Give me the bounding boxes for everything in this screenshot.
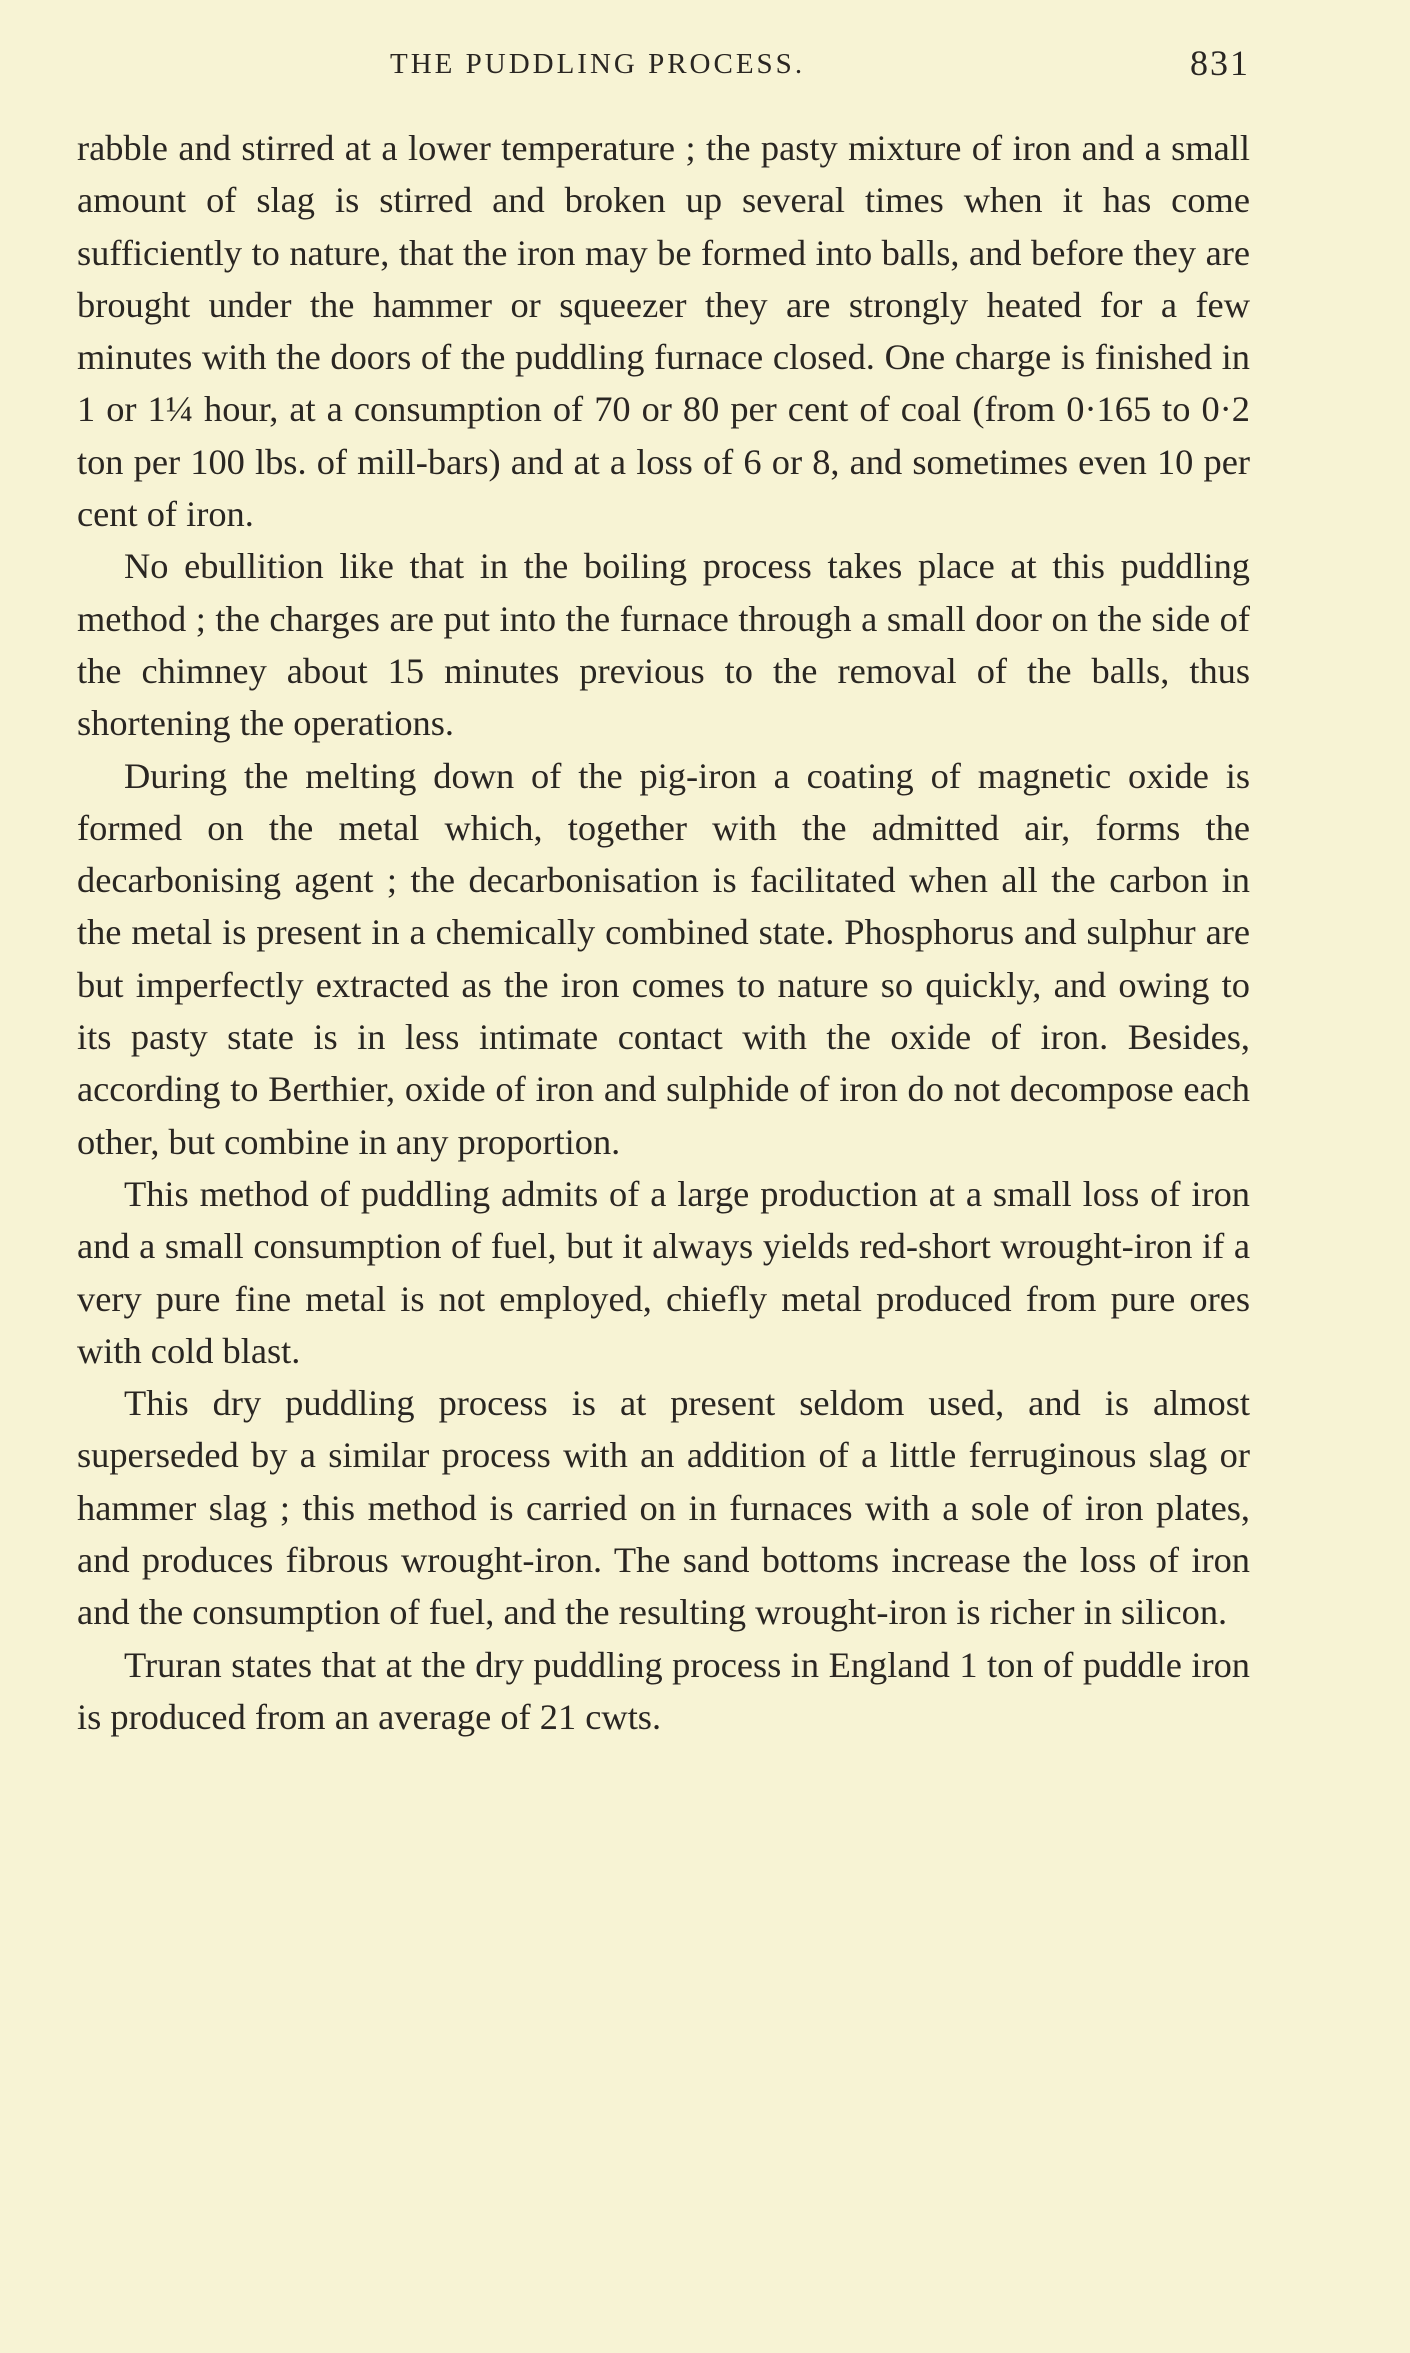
paragraph-2: No ebullition like that in the boiling process takes place at this puddling method ; the charges are put into the furnace through a small door on the side of the chimney about 15 minutes previous to the removal of the balls, thus shortening the operations. (77, 546, 1250, 744)
paragraph-6: Truran states that at the dry puddling process in England 1 ton of puddle iron is produced from an average of 21 cwts. (77, 1644, 1250, 1737)
paragraph-3: During the melting down of the pig-iron a coating of magnetic oxide is formed on the metal which, together with the admitted air, forms the decarbonising agent ; the decarbonisation is facilitated when all the carbon in the metal is present in a chemically combined state. Phosphorus and sulphur are but imperfectly extracted as the iron comes to nature so quickly, and owing to its pasty state is in less intimate contact with the oxide of iron. Besides, according to Berthier, oxide of iron and sulphide of iron do not decompose each other, but combine in any proportion. (77, 755, 1250, 1162)
running-head (77, 44, 1250, 84)
page-number: 831 (1190, 43, 1250, 83)
body-text (77, 122, 1250, 1743)
paragraph-1: rabble and stirred at a lower temperature ; the pasty mixture of iron and a small amount of slag is stirred and broken up several times when it has come sufficiently to nature, that the iron may be formed into balls, and before they are brought under the hammer or squeezer they are strongly heated for a few minutes with the doors of the puddling furnace closed. One charge is finished in 1 or 1¼ hour, at a consumption of 70 or 80 per cent of coal (from 0·165 to 0·2 ton per 100 lbs. of mill-bars) and at a loss of 6 or 8, and sometimes even 10 per cent of iron. (77, 128, 1250, 535)
running-title: THE PUDDLING PROCESS. (390, 48, 806, 80)
paragraph-5: This dry puddling process is at present seldom used, and is almost superseded by a similar process with an addition of a little ferruginous slag or hammer slag ; this method is carried on in furnaces with a sole of iron plates, and produces fibrous wrought-iron. The sand bottoms increase the loss of iron and the consumption of fuel, and the resulting wrought-iron is richer in silicon. (77, 1383, 1250, 1633)
paragraph-4: This method of puddling admits of a large production at a small loss of iron and a small consumption of fuel, but it always yields red-short wrought-iron if a very pure fine metal is not employed, chiefly metal produced from pure ores with cold blast. (77, 1173, 1250, 1371)
